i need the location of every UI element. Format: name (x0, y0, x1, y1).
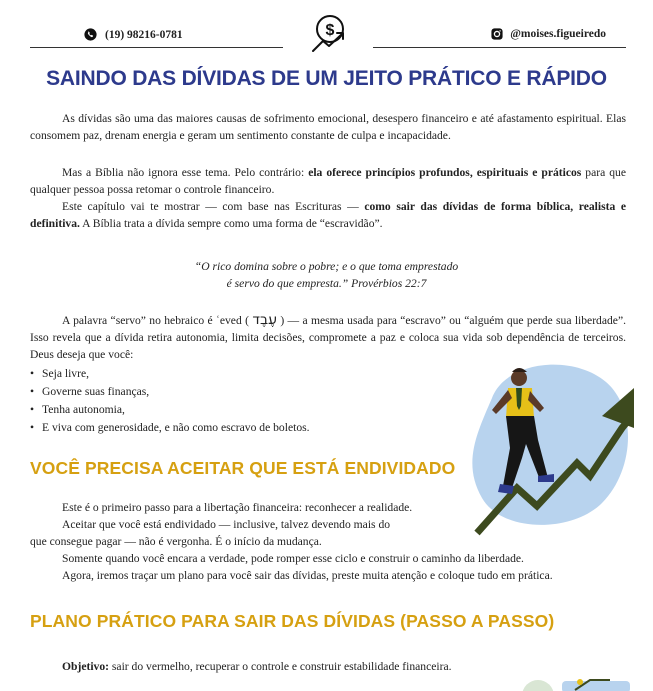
intro-paragraph-3: Este capítulo vai te mostrar — com base nas Escrituras — como sair das dívidas de forma bíblica, realista e definitiva. A Bíblia trata a dívida sempre como uma forma de “escravidão”. (30, 200, 627, 230)
quote-line-1: “O rico domina sobre o pobre; e o que toma emprestado (194, 260, 459, 273)
quote-line-2: é servo do que empresta.” Provérbios 22:7 (226, 277, 427, 290)
phone-contact[interactable] (84, 28, 183, 41)
section1-paragraph-2-line-2: que consegue pagar — não é vergonha. É o início da mudança. (30, 535, 322, 548)
section-heading-practical-plan: PLANO PRÁTICO PARA SAIR DAS DÍVIDAS (PASSO A PASSO) (30, 611, 555, 631)
objective-paragraph: Objetivo: sair do vermelho, recuperar o controle e construir estabilidade financeira. (62, 660, 452, 673)
section1-paragraph-1: Este é o primeiro passo para a libertação financeira: reconhecer a realidade. (62, 501, 413, 514)
bible-quote (0, 258, 653, 292)
header-rule-right (373, 47, 626, 48)
section1-paragraph-4: Agora, iremos traçar um plano para você sair das dívidas, preste muita atenção e coloque tudo em prática. (62, 569, 553, 582)
header-rule-left (30, 47, 283, 48)
wishes-list (30, 365, 310, 437)
list-item: • E viva com generosidade, e não como escravo de boletos. (30, 419, 310, 437)
decorative-illustration-partial (520, 676, 630, 691)
intro-paragraph-2: Mas a Bíblia não ignora esse tema. Pelo contrário: ela oferece princípios profundos, espirituais e práticos para que qualquer pessoa possa retomar o controle financeiro. (30, 166, 626, 196)
whatsapp-icon (84, 28, 97, 41)
instagram-contact[interactable] (491, 28, 606, 40)
servo-paragraph: A palavra “servo” no hebraico é ʿeved ( עֶבֶד ) — a mesma usada para “escravo” ou “alguém que perde sua liberdade”. Isso revela que a dívida retira autonomia, limita decisões, compromete a paz e coloca sua vida sob dependência de terceiros. Deus deseja que você: (30, 312, 626, 361)
instagram-icon (491, 28, 503, 40)
svg-text:$: $ (325, 22, 335, 39)
instagram-handle: @moises.figueiredo (510, 28, 606, 40)
list-item: • Tenha autonomia, (30, 401, 310, 419)
phone-number: (19) 98216-0781 (105, 28, 183, 41)
intro-paragraph-1: As dívidas são uma das maiores causas de sofrimento emocional, desespero financeiro e até afastamento espiritual. Elas consomem paz, drenam energia e geram um sentimento constante de culpa e incapacidade. (30, 112, 626, 142)
section1-paragraph-3: Somente quando você encara a verdade, pode romper esse ciclo e construir o caminho da liberdade. (62, 552, 524, 565)
hebrew-word: עֶבֶד (252, 312, 277, 328)
page-header (30, 12, 626, 52)
list-item: • Governe suas finanças, (30, 383, 310, 401)
section1-paragraph-2-line-1: Aceitar que você está endividado — inclusive, talvez devendo mais do (62, 518, 391, 531)
money-growth-icon (309, 12, 351, 54)
page-title: SAINDO DAS DÍVIDAS DE UM JEITO PRÁTICO E RÁPIDO (46, 67, 607, 90)
list-item: • Seja livre, (30, 365, 310, 383)
section-heading-accept-debt: VOCÊ PRECISA ACEITAR QUE ESTÁ ENDIVIDADO (30, 458, 456, 478)
